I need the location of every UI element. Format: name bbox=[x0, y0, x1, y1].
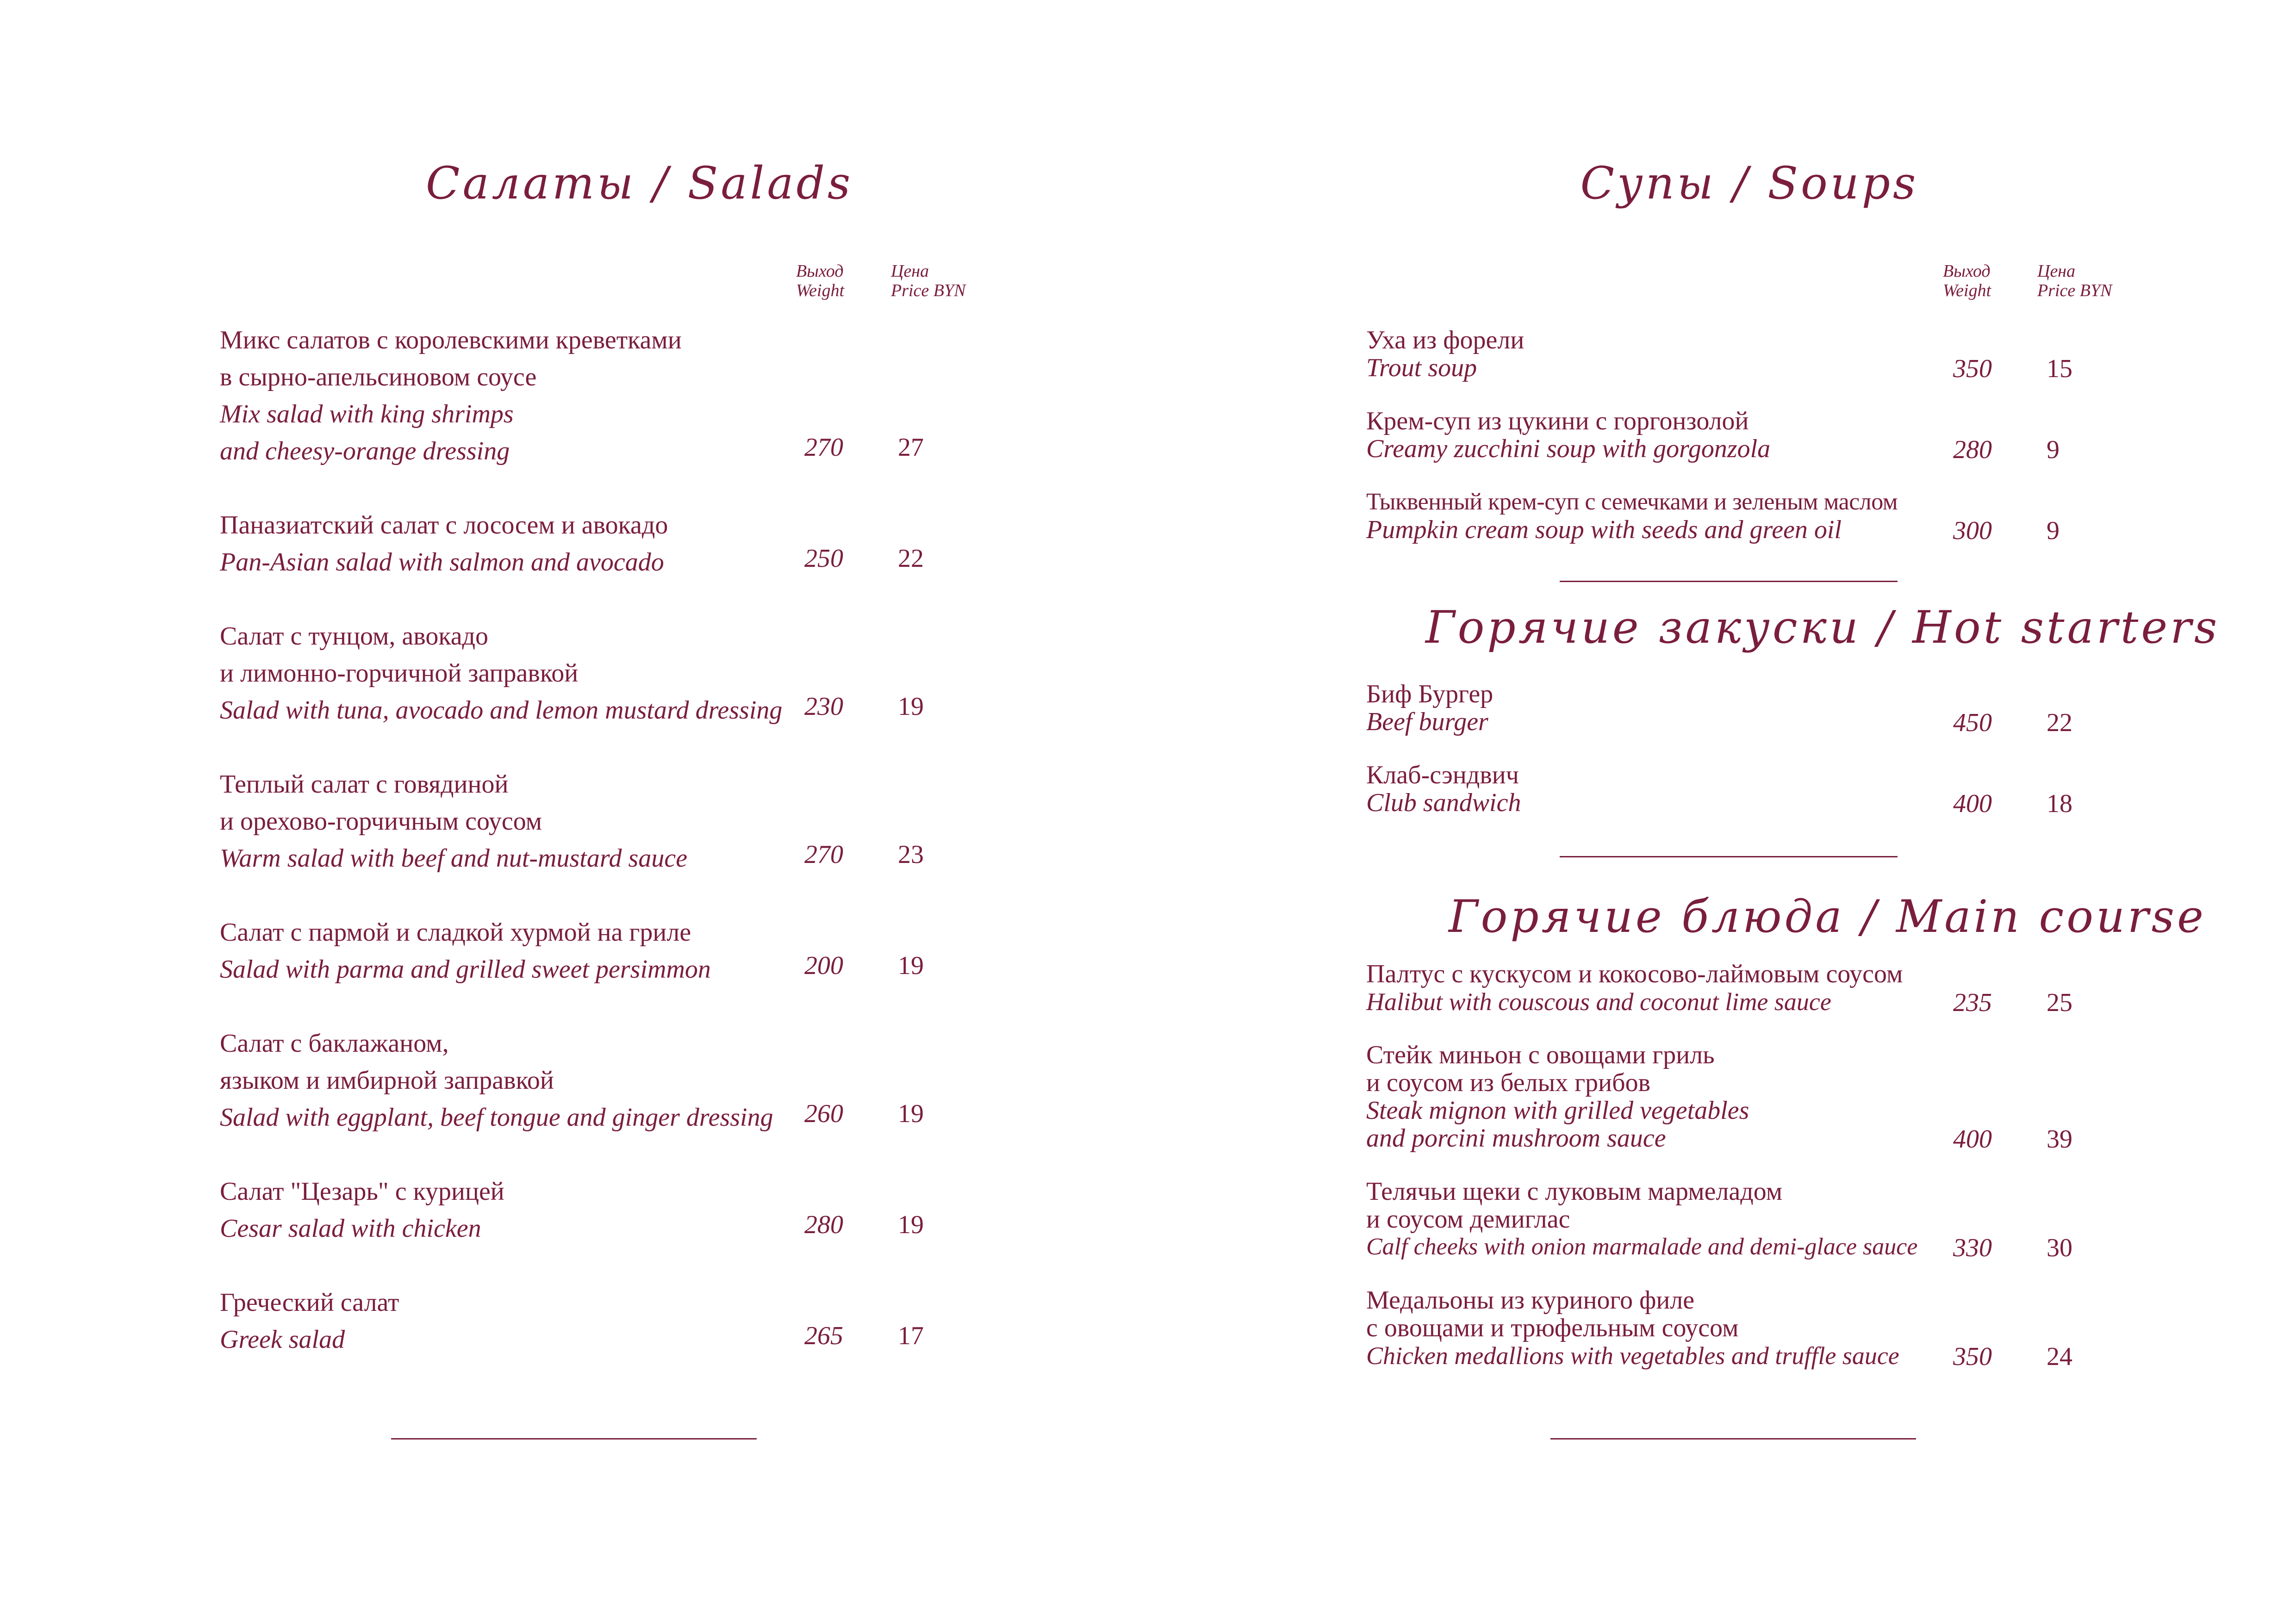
item-weight: 300 bbox=[1953, 516, 1992, 545]
item-price: 19 bbox=[898, 692, 924, 721]
item-weight: 270 bbox=[804, 433, 843, 462]
item-price: 22 bbox=[898, 544, 924, 573]
item-name-ru: и лимонно-горчичной заправкой bbox=[220, 659, 579, 688]
item-price: 25 bbox=[2047, 988, 2072, 1017]
weight-header-ru: Выход bbox=[796, 261, 844, 281]
item-name-en: and cheesy-orange dressing bbox=[220, 437, 510, 465]
item-name-ru: Телячьи щеки с луковым мармеладом bbox=[1366, 1177, 1783, 1206]
menu-item bbox=[220, 618, 924, 729]
menu-item bbox=[1366, 1177, 2072, 1262]
weight-header bbox=[796, 261, 844, 300]
weight-header-en: Weight bbox=[796, 281, 845, 300]
item-name-ru: Тыквенный крем-суп с семечками и зеленым маслом bbox=[1366, 489, 1898, 515]
item-price: 30 bbox=[2047, 1234, 2072, 1262]
item-name-en: Club sandwich bbox=[1366, 788, 1521, 817]
item-price: 9 bbox=[2047, 435, 2060, 464]
price-header-ru: Цена bbox=[891, 261, 929, 281]
item-weight: 450 bbox=[1953, 708, 1992, 737]
item-name-en: Cesar salad with chicken bbox=[220, 1214, 481, 1243]
item-name-en: Pumpkin cream soup with seeds and green oil bbox=[1366, 515, 1842, 544]
item-name-en: Steak mignon with grilled vegetables bbox=[1366, 1096, 1749, 1125]
price-header bbox=[891, 261, 965, 300]
item-name-en: Warm salad with beef and nut-mustard sauce bbox=[220, 844, 688, 873]
hot-starters-title: Горячие закуски / Hot starters bbox=[1425, 602, 2220, 653]
item-name-ru: языком и имбирной заправкой bbox=[220, 1066, 554, 1095]
main-course-title: Горячие блюда / Main course bbox=[1449, 891, 2206, 943]
item-weight: 350 bbox=[1953, 354, 1992, 383]
item-name-ru: Салат с тунцом, авокадо bbox=[220, 622, 489, 651]
menu-item bbox=[1366, 680, 2072, 737]
menu-item bbox=[1366, 488, 2060, 545]
item-name-ru: с овощами и трюфельным соусом bbox=[1366, 1314, 1739, 1342]
item-name-ru: Биф Бургер bbox=[1366, 680, 1493, 708]
item-price: 18 bbox=[2047, 789, 2072, 818]
item-name-ru: Салат с пармой и сладкой хурмой на гриле bbox=[220, 918, 691, 947]
divider-line bbox=[1550, 1438, 1916, 1439]
menu-item bbox=[1366, 1286, 2072, 1371]
item-name-ru: Теплый салат с говядиной bbox=[220, 770, 509, 799]
item-name-en: Mix salad with king shrimps bbox=[220, 400, 514, 428]
item-name-ru: Стейк миньон с овощами гриль bbox=[1366, 1041, 1715, 1069]
item-price: 17 bbox=[898, 1322, 924, 1350]
weight-header bbox=[1943, 261, 1991, 300]
price-header bbox=[2037, 261, 2112, 300]
menu-item bbox=[220, 322, 924, 470]
item-name-ru: Уха из форели bbox=[1366, 326, 1524, 354]
item-price: 39 bbox=[2047, 1125, 2072, 1154]
item-name-en: and porcini mushroom sauce bbox=[1366, 1124, 1666, 1153]
item-name-en: Pan-Asian salad with salmon and avocado bbox=[220, 548, 664, 577]
divider-line bbox=[1560, 581, 1898, 582]
weight-header-en: Weight bbox=[1943, 281, 1991, 300]
item-weight: 280 bbox=[804, 1210, 843, 1239]
item-name-ru: Греческий салат bbox=[220, 1288, 399, 1317]
item-name-en: Chicken medallions with vegetables and truffle sauce bbox=[1366, 1342, 1899, 1370]
item-weight: 250 bbox=[804, 544, 843, 573]
item-name-en: Greek salad bbox=[220, 1325, 345, 1354]
right-page bbox=[1148, 0, 2296, 1607]
price-header-en: Price BYN bbox=[891, 281, 966, 300]
item-name-en: Creamy zucchini soup with gorgonzola bbox=[1366, 434, 1771, 463]
item-name-ru: Салат "Цезарь" с курицей bbox=[220, 1177, 504, 1206]
item-name-ru: и соусом демиглас bbox=[1366, 1205, 1570, 1234]
menu-item bbox=[220, 1284, 924, 1358]
item-price: 24 bbox=[2047, 1342, 2072, 1371]
item-weight: 265 bbox=[804, 1322, 843, 1350]
menu-item bbox=[1366, 761, 2072, 818]
item-name-en: Trout soup bbox=[1366, 354, 1477, 382]
salads-title: Салаты / Salads bbox=[426, 157, 853, 209]
item-price: 22 bbox=[2047, 708, 2072, 737]
item-name-ru: Палтус с кускусом и кокосово-лаймовым соусом bbox=[1366, 960, 1903, 988]
item-weight: 270 bbox=[804, 840, 843, 869]
divider-line bbox=[1560, 856, 1898, 857]
item-price: 27 bbox=[898, 433, 924, 462]
item-weight: 280 bbox=[1953, 435, 1992, 464]
item-weight: 400 bbox=[1953, 1125, 1992, 1154]
item-weight: 350 bbox=[1953, 1342, 1992, 1371]
item-weight: 330 bbox=[1953, 1234, 1992, 1262]
menu-item bbox=[1366, 960, 2072, 1017]
price-header-en: Price BYN bbox=[2037, 281, 2112, 300]
menu-item bbox=[220, 914, 924, 988]
item-weight: 200 bbox=[804, 951, 843, 980]
item-price: 9 bbox=[2047, 516, 2060, 545]
item-name-en: Beef burger bbox=[1366, 707, 1488, 736]
item-price: 23 bbox=[898, 840, 924, 869]
item-weight: 260 bbox=[804, 1099, 843, 1128]
item-price: 19 bbox=[898, 1210, 924, 1239]
divider-line bbox=[391, 1438, 757, 1439]
item-price: 15 bbox=[2047, 354, 2072, 383]
item-price: 19 bbox=[898, 1099, 924, 1128]
menu-item bbox=[1366, 326, 2072, 383]
price-header-ru: Цена bbox=[2037, 261, 2076, 281]
item-weight: 235 bbox=[1953, 988, 1992, 1017]
item-name-ru: и соусом из белых грибов bbox=[1366, 1068, 1651, 1097]
weight-header-ru: Выход bbox=[1943, 261, 1991, 281]
menu-item bbox=[220, 766, 924, 877]
menu-item bbox=[220, 1025, 924, 1136]
menu-item bbox=[220, 507, 924, 581]
item-name-en: Halibut with couscous and coconut lime sauce bbox=[1366, 988, 1831, 1016]
soups-title: Супы / Soups bbox=[1580, 157, 1919, 209]
item-weight: 230 bbox=[804, 692, 843, 721]
menu-item bbox=[220, 1173, 924, 1247]
item-name-ru: Медальоны из куриного филе bbox=[1366, 1286, 1695, 1315]
item-name-ru: и орехово-горчичным соусом bbox=[220, 807, 542, 836]
item-weight: 400 bbox=[1953, 789, 1992, 818]
item-name-en: Salad with eggplant, beef tongue and ginger dressing bbox=[220, 1103, 773, 1132]
item-name-ru: в сырно-апельсиновом соусе bbox=[220, 363, 537, 391]
item-name-ru: Салат с баклажаном, bbox=[220, 1029, 449, 1058]
item-name-en: Calf cheeks with onion marmalade and demi-glace sauce bbox=[1366, 1234, 1918, 1260]
item-name-en: Salad with parma and grilled sweet persimmon bbox=[220, 955, 711, 984]
item-name-ru: Клаб-сэндвич bbox=[1366, 761, 1519, 789]
item-price: 19 bbox=[898, 951, 924, 980]
item-name-ru: Паназиатский салат с лососем и авокадо bbox=[220, 511, 668, 540]
menu-item bbox=[1366, 1041, 2072, 1154]
menu-item bbox=[1366, 407, 2060, 464]
item-name-en: Salad with tuna, avocado and lemon mustard dressing bbox=[220, 696, 783, 725]
item-name-ru: Крем-суп из цукини с горгонзолой bbox=[1366, 407, 1749, 435]
item-name-ru: Микс салатов с королевскими креветками bbox=[220, 326, 682, 354]
